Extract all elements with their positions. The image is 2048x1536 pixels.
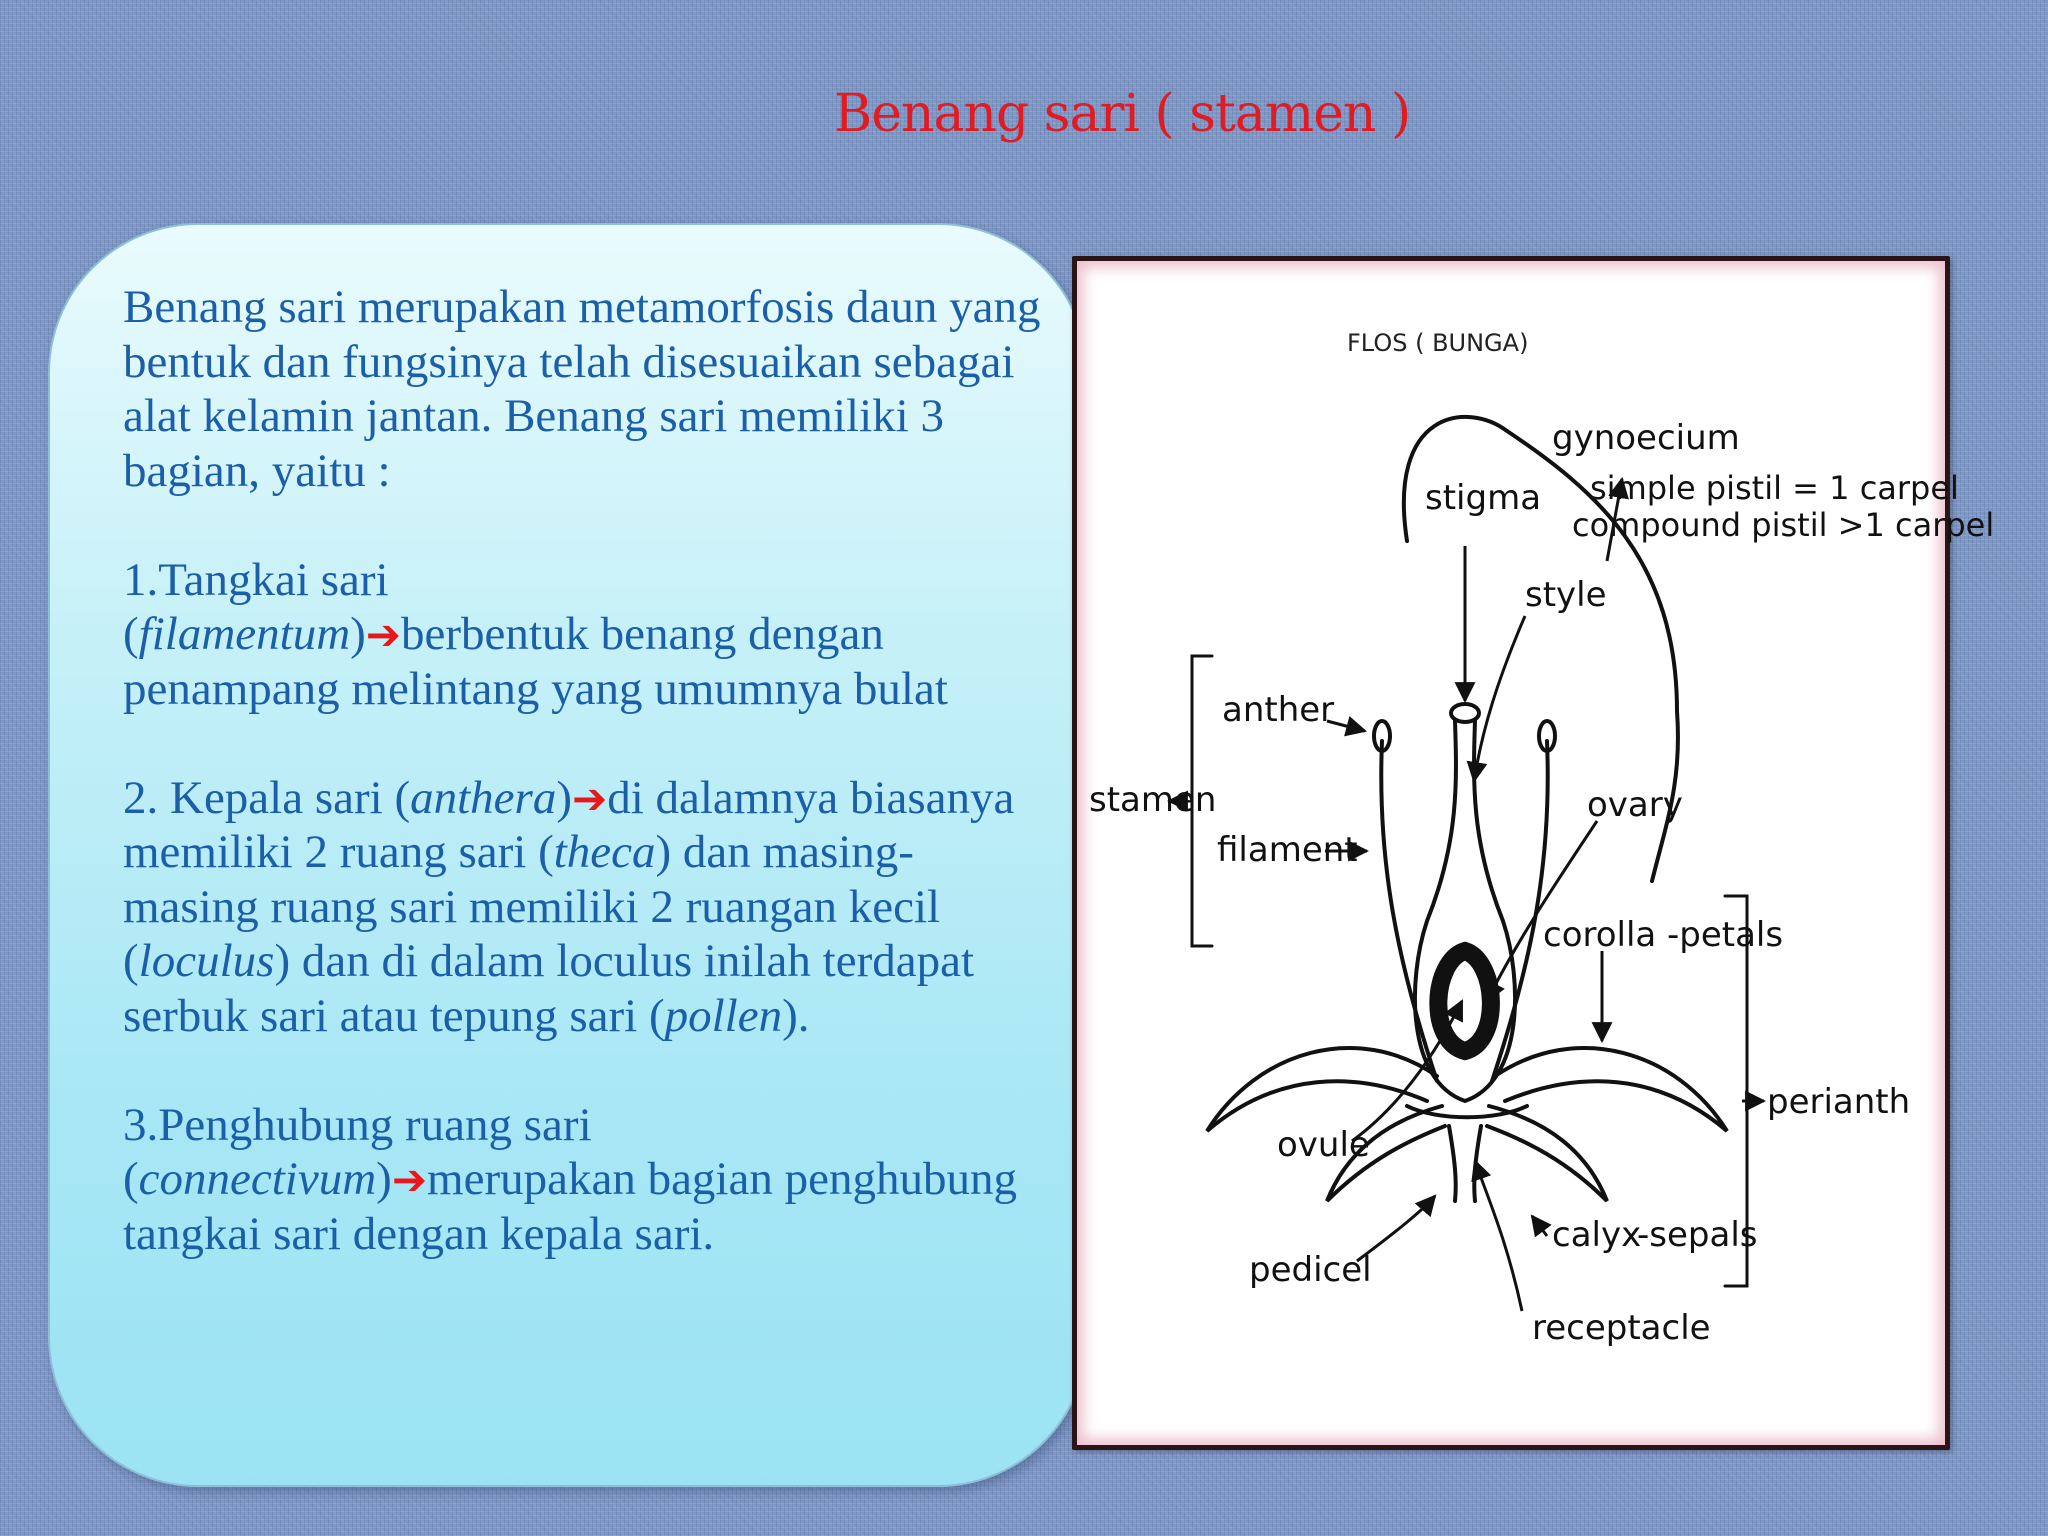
item-term: connectivum (138, 1153, 377, 1205)
label-filament: filament (1217, 830, 1358, 870)
label-compound-pistil: compound pistil >1 carpel (1572, 506, 1995, 544)
item-number: 3. (123, 1098, 159, 1151)
list-item-connectivum: 3.Penghubung ruang sari (connectivum)➔merupakan bagian penghubung tangkai sari dengan kepala sari. (123, 1098, 1017, 1260)
item-description-part: di dalamnya biasanya memiliki 2 ruang sari ( (123, 771, 1015, 878)
diagram-title: FLOS ( BUNGA) (1347, 329, 1529, 357)
label-stamen: stamen (1089, 780, 1217, 820)
sepal-right (1487, 1106, 1607, 1201)
label-style: style (1525, 575, 1607, 615)
stigma-knob (1451, 704, 1479, 722)
arrow-style (1474, 616, 1525, 781)
ovary-chamber (1438, 951, 1491, 1051)
pedicel-stalk-left (1449, 1126, 1456, 1201)
label-anther: anther (1222, 690, 1335, 730)
label-perianth: perianth (1767, 1082, 1911, 1122)
arrow-right-icon: ➔ (365, 610, 401, 659)
label-sepals: -sepals (1637, 1215, 1758, 1255)
flower-diagram-frame (1072, 256, 1995, 1450)
receptacle-base (1407, 1106, 1527, 1117)
label-pedicel: pedicel (1249, 1250, 1372, 1290)
label-receptacle: receptacle (1532, 1308, 1711, 1348)
arrow-receptacle (1475, 1161, 1522, 1311)
arrow-calyx (1532, 1216, 1547, 1236)
arrow-right-icon: ➔ (571, 773, 608, 823)
list-item-filamentum: 1.Tangkai sari (filamentum)➔berbentuk benang dengan penampang melintang yang umumnya bulat (123, 553, 948, 715)
item-term: filamentum (138, 608, 351, 660)
intro-paragraph: Benang sari merupakan metamorfosis daun yang bentuk dan fungsinya telah disesuaikan sebagai alat kelamin jantan. Benang sari memiliki 3 bagian, yaitu : (123, 281, 1041, 497)
label-ovary: ovary (1587, 785, 1683, 825)
item-description-part: ) dan masing-masing ruang sari memiliki 2 ruangan kecil ( (123, 826, 941, 987)
arrow-ovary (1487, 821, 1597, 1001)
label-gynoecium: gynoecium (1552, 418, 1740, 458)
label-calyx: calyx (1552, 1215, 1642, 1255)
list-item-anthera: 2. Kepala sari (anthera)➔di dalamnya biasanya memiliki 2 ruang sari (theca) dan masing-masing ruang sari memiliki 2 ruangan kecil (loculus) dan di dalam loculus inilah terdapat serbuk sari atau tepung sari (pollen). (123, 771, 1015, 1042)
label-ovule: ovule (1277, 1125, 1370, 1165)
item-description: berbentuk benang dengan penampang melintang yang umumnya bulat (123, 608, 948, 715)
item-description: merupakan bagian penghubung tangkai sari dengan kepala sari. (123, 1153, 1017, 1260)
arrow-right-icon: ➔ (391, 1155, 428, 1204)
item-term-pollen: pollen (664, 989, 783, 1042)
text-panel (48, 223, 1088, 1487)
item-description-part: ). (782, 989, 810, 1042)
item-term: anthera (410, 771, 557, 824)
leader-arrows (1169, 479, 1764, 1311)
item-term-loculus: loculus (138, 935, 275, 987)
item-term-theca: theca (553, 826, 656, 878)
item-name: Penghubung ruang sari (158, 1098, 592, 1151)
label-simple-pistil: simple pistil = 1 carpel (1590, 469, 1959, 507)
item-number: 2. (123, 771, 159, 824)
item-name: Kepala sari (170, 771, 383, 824)
item-description-part: ) dan di dalam loculus inilah terdapat serbuk sari atau tepung sari ( (123, 935, 974, 1042)
item-name: Tangkai sari (158, 553, 389, 606)
label-petals: -petals (1667, 915, 1784, 955)
label-corolla: corolla (1543, 915, 1657, 955)
stamen-filament-left (1381, 741, 1437, 1081)
label-stigma: stigma (1425, 478, 1542, 518)
slide-title: Benang sari ( stamen ) (834, 84, 1411, 144)
flower-diagram (1077, 261, 1995, 1445)
item-number: 1. (123, 553, 159, 606)
